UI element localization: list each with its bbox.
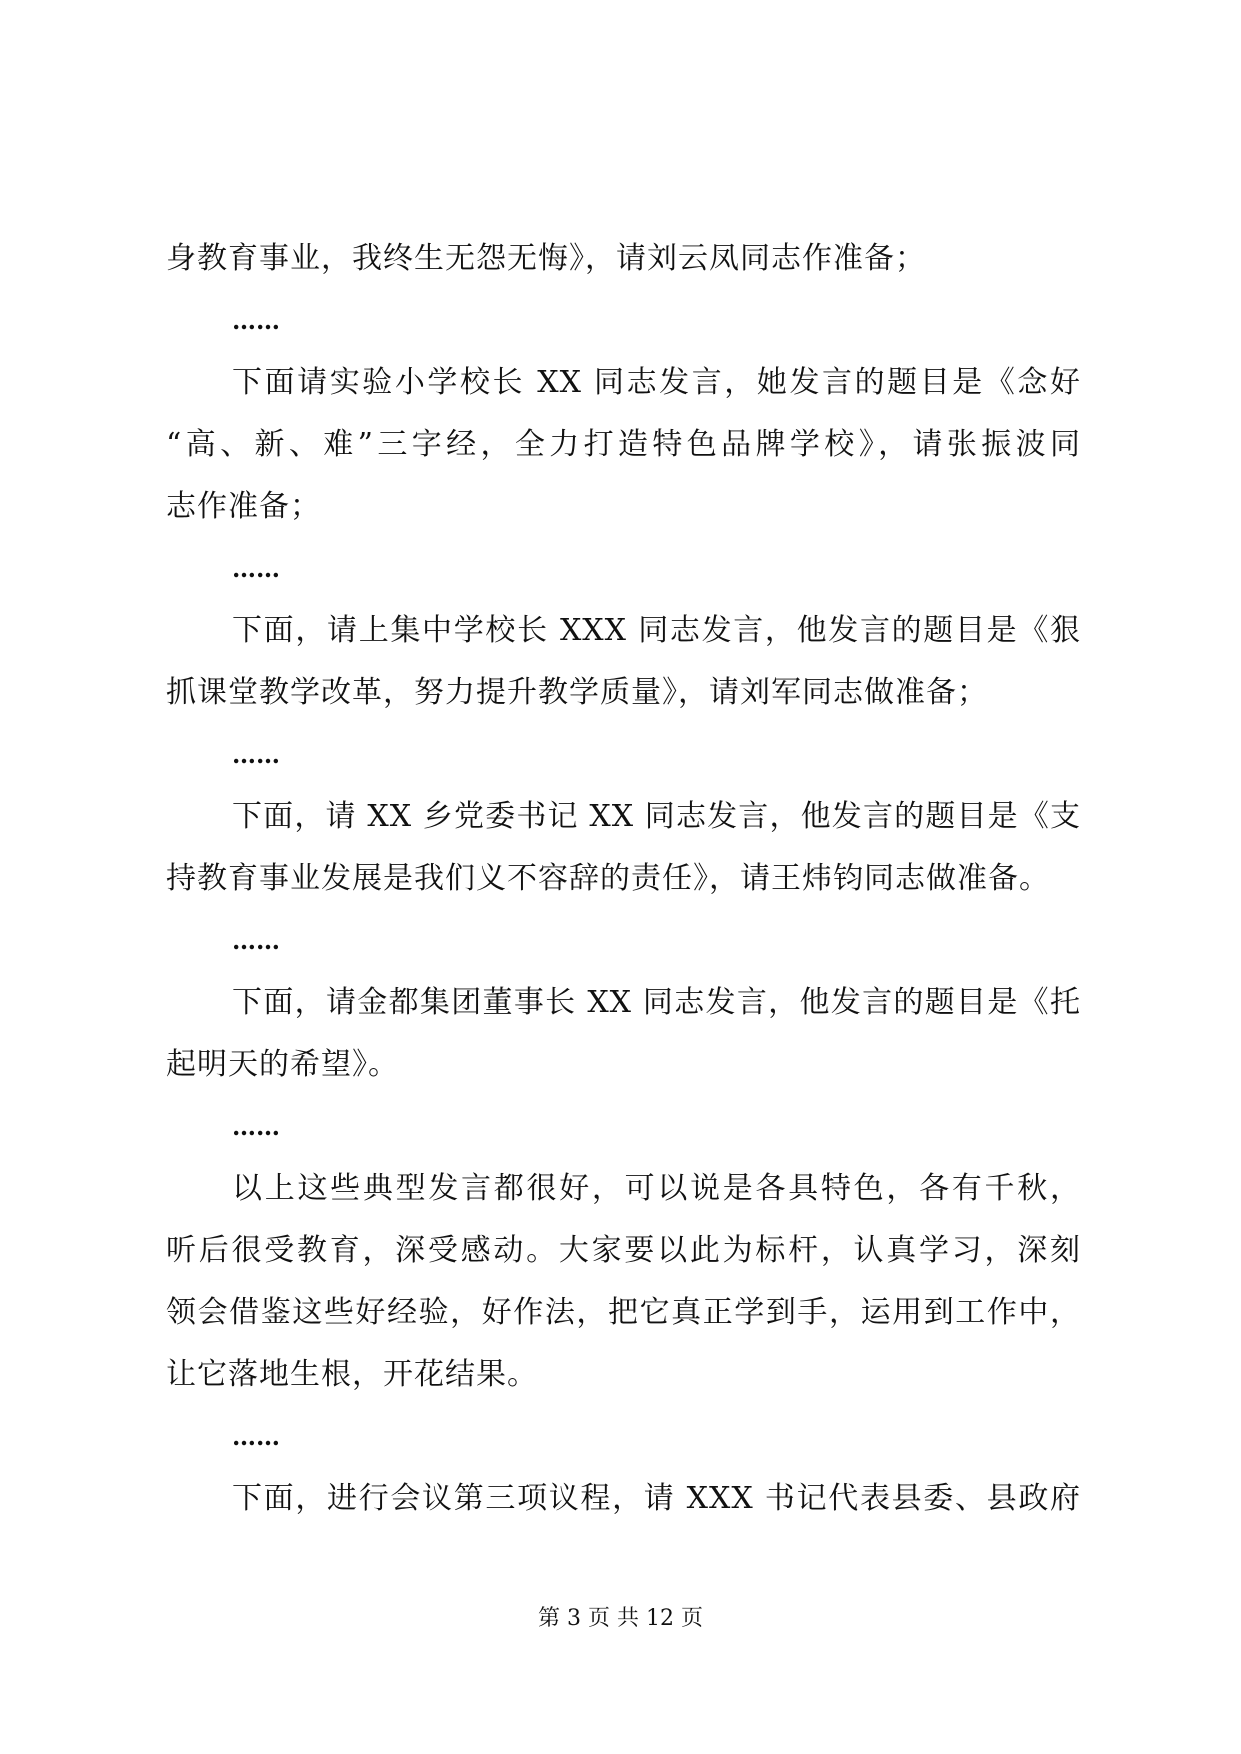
ellipsis-line: …… (232, 740, 280, 769)
paragraph-line: 起明天的希望》。 (166, 1047, 399, 1082)
paragraph-line: 听后很受教育，深受感动。大家要以此为标杆，认真学习，深刻 (166, 1233, 1081, 1268)
paragraph-line: 持教育事业发展是我们义不容辞的责任》，请王炜钧同志做准备。 (166, 861, 1050, 896)
paragraph-line: 让它落地生根，开花结果。 (166, 1357, 538, 1392)
document-body (166, 228, 1081, 1530)
paragraph-first-line: 下面请实验小学校长 XX 同志发言，她发言的题目是《念好 (232, 365, 1081, 400)
paragraph-first-line: 下面，进行会议第三项议程，请 XXX 书记代表县委、县政府 (232, 1481, 1081, 1516)
paragraph-first-line: 下面，请 XX 乡党委书记 XX 同志发言，他发言的题目是《支 (232, 799, 1081, 834)
ellipsis-line: …… (232, 1112, 280, 1141)
paragraph-first-line: 下面，请上集中学校长 XXX 同志发言，他发言的题目是《狠 (232, 613, 1081, 648)
paragraph-first-line: 以上这些典型发言都很好，可以说是各具特色，各有千秋， (232, 1171, 1081, 1206)
paragraph-line: 志作准备； (166, 489, 321, 524)
ellipsis-line: …… (232, 926, 280, 955)
ellipsis-line: …… (232, 306, 280, 335)
ellipsis-line: …… (232, 1422, 280, 1451)
ellipsis-line: …… (232, 554, 280, 583)
paragraph-line: “高、新、难”三字经，全力打造特色品牌学校》，请张振波同 (166, 427, 1081, 462)
paragraph-first-line: 下面，请金都集团董事长 XX 同志发言，他发言的题目是《托 (232, 985, 1081, 1020)
page-footer: 第 3 页 共 12 页 (538, 1606, 703, 1631)
paragraph-line: 身教育事业，我终生无怨无悔》，请刘云凤同志作准备； (166, 241, 926, 276)
paragraph-line: 领会借鉴这些好经验，好作法，把它真正学到手，运用到工作中， (166, 1295, 1081, 1330)
paragraph-line: 抓课堂教学改革，努力提升教学质量》，请刘军同志做准备； (166, 675, 988, 710)
